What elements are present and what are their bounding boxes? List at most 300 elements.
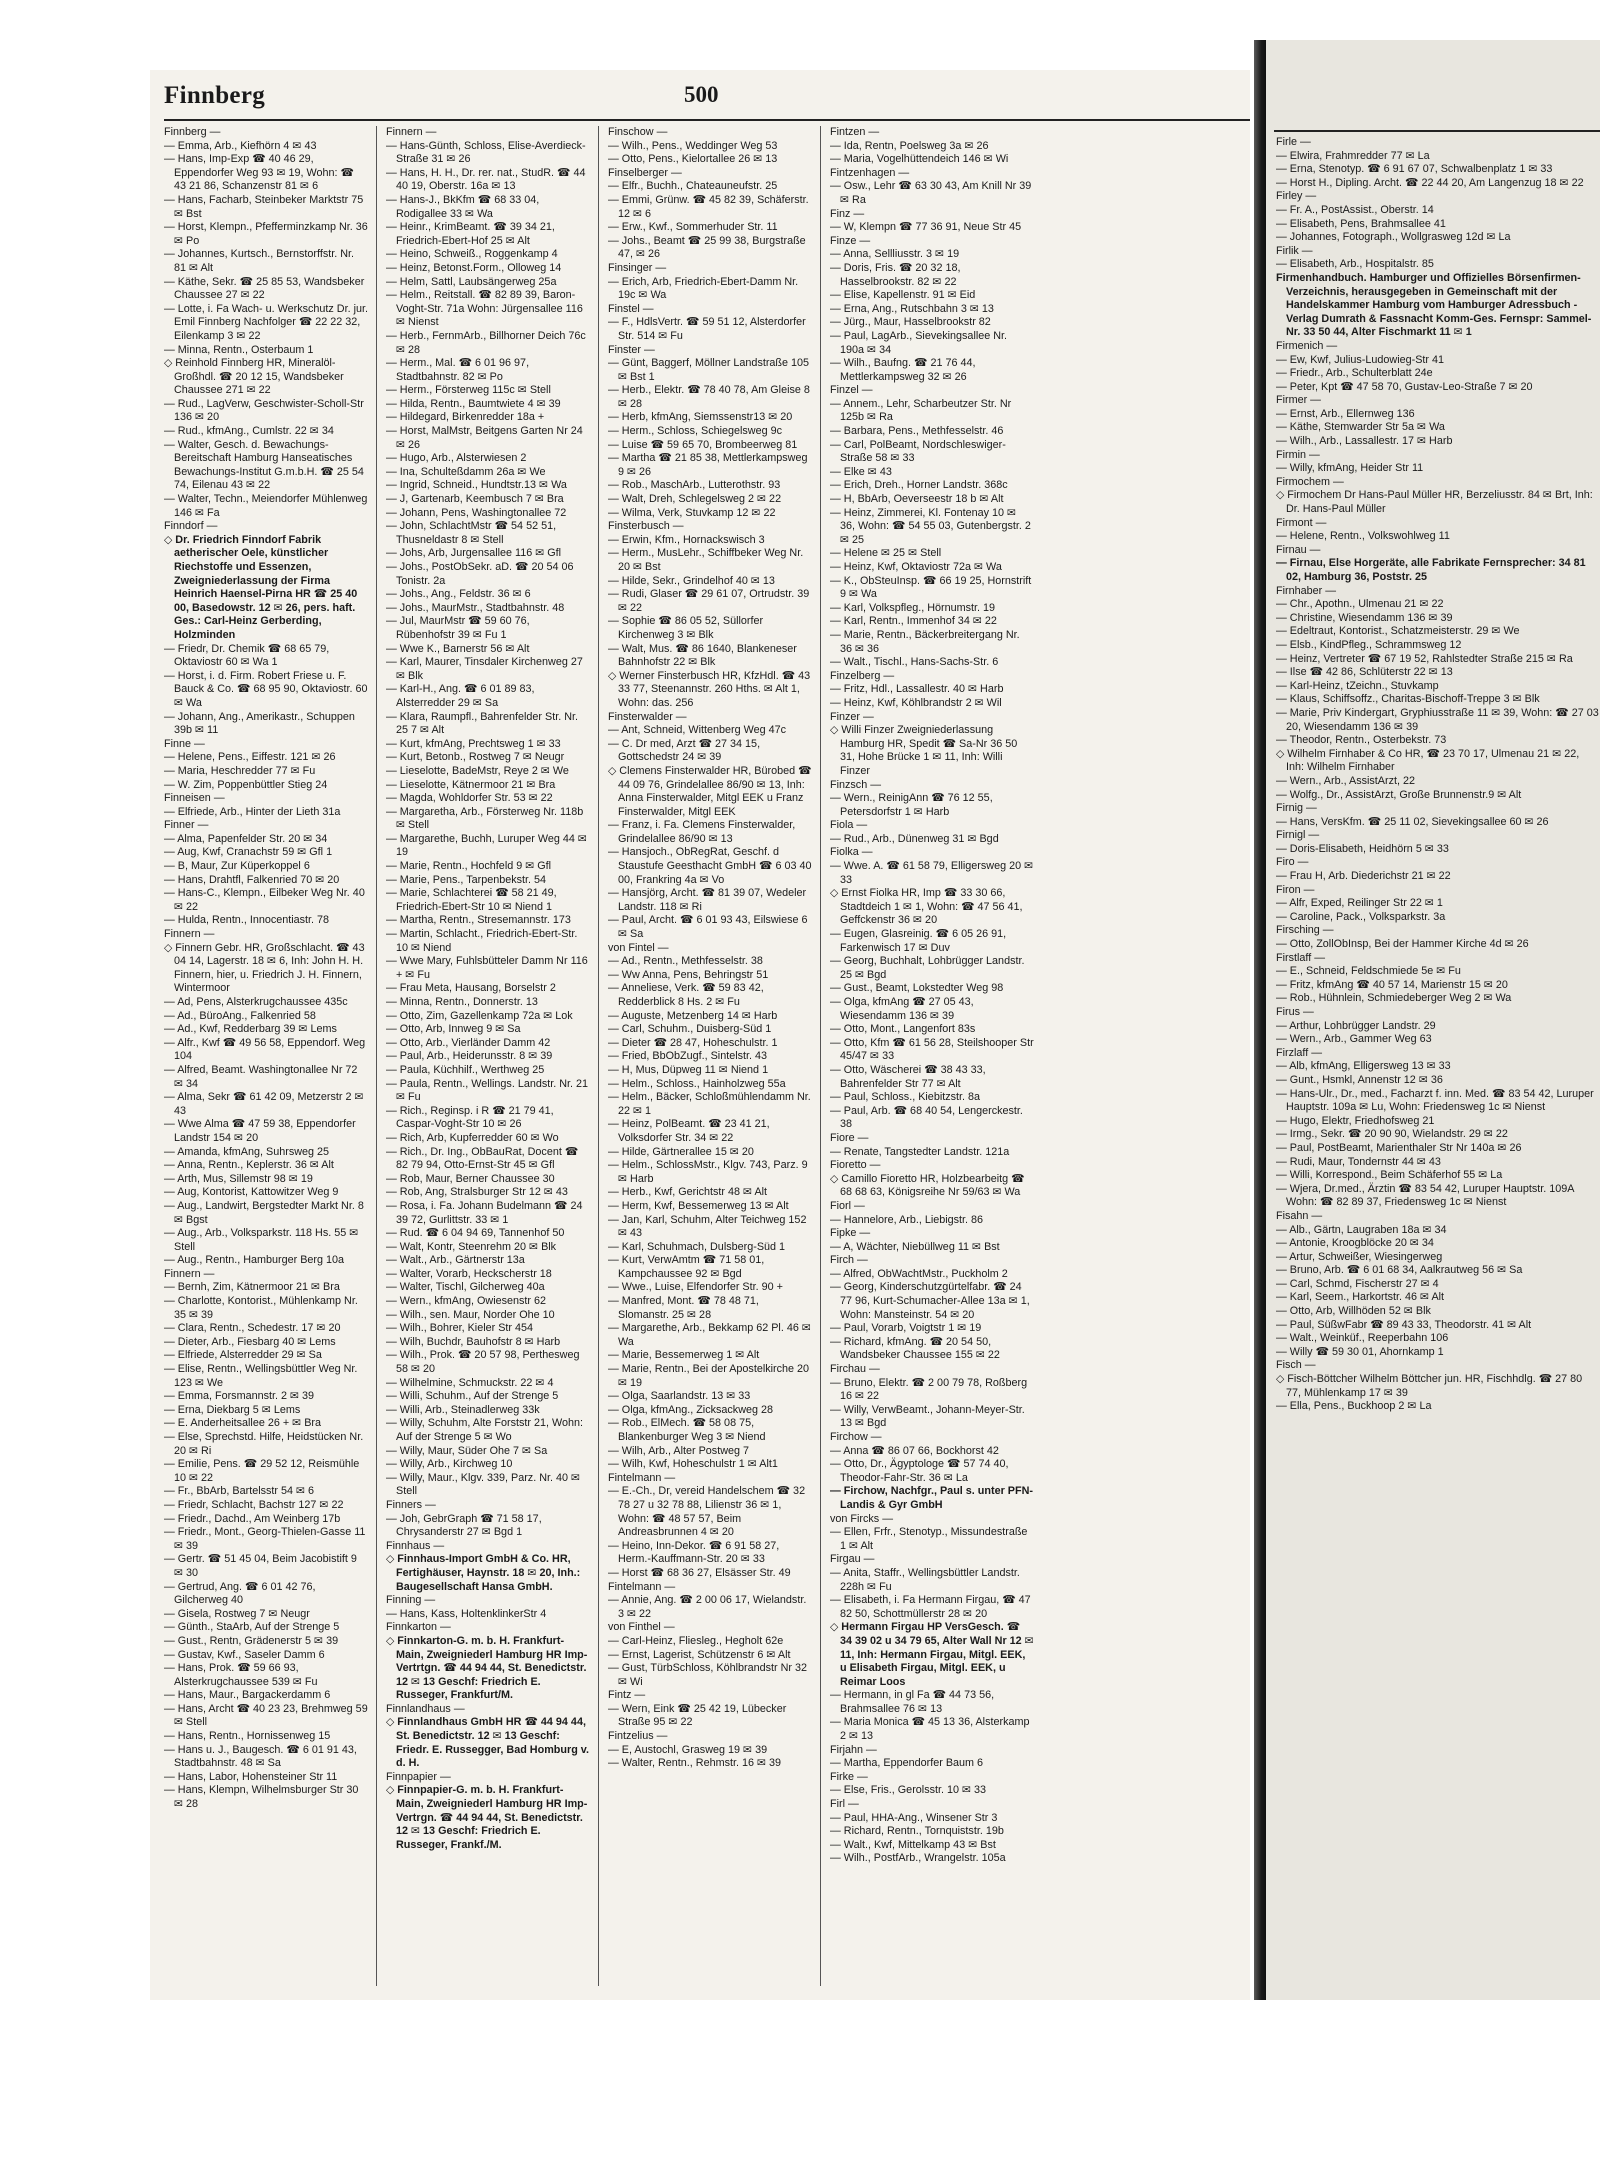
header-rule xyxy=(164,119,1250,121)
directory-entry: — Hans, Prok. ☎ 59 66 93, Alsterkrugchaussee 539 ✉ Fu xyxy=(164,1662,318,1688)
directory-entry: ◇ Willi Finzer Zweigniederlassung Hamburg HR, Spedit ☎ Sa-Nr 36 50 31, Hohe Brücke 1 ✉ 11, Inh: Willi Finzer xyxy=(830,724,1018,777)
directory-entry: — Wolfg., Dr., AssistArzt, Große Brunnenstr.9 ✉ Alt xyxy=(1276,788,1522,801)
directory-entry: — Frau H, Arb. Diederichstr 21 ✉ 22 xyxy=(1276,870,1451,883)
directory-entry: — Walter, Tischl, Gilcherweg 40a xyxy=(386,1281,545,1294)
directory-entry: — Aug., Rentn., Hamburger Berg 10a xyxy=(164,1254,345,1267)
directory-entry: — Klaus, Schiffsoffz., Charitas-Bischoff-Treppe 3 ✉ Blk xyxy=(1276,693,1540,706)
directory-entry: — Hilde, Sekr., Grindelhof 40 ✉ 13 xyxy=(608,574,775,587)
directory-entry: — Hans, Maur., Bargackerdamm 6 xyxy=(164,1689,331,1702)
directory-entry: — Anita, Staffr., Wellingsbüttler Landstr. 228h ✉ Fu xyxy=(830,1566,1020,1593)
directory-entry: — Elisabeth, Arb., Hospitalstr. 85 xyxy=(1276,258,1434,271)
directory-entry: — Walter, Vorarb, Heckscherstr 18 xyxy=(386,1267,552,1280)
directory-entry: — H, Mus, Düpweg 11 ✉ Niend 1 xyxy=(608,1063,769,1076)
directory-entry: Firnig — xyxy=(1276,802,1317,815)
directory-entry: Firmenich — xyxy=(1276,339,1338,352)
directory-entry: Finnkarton — xyxy=(386,1621,451,1634)
directory-entry: — Herm, Kwf, Bessemerweg 13 ✉ Alt xyxy=(608,1199,789,1212)
directory-entry: — Rob, Ang, Stralsburger Str 12 ✉ 43 xyxy=(386,1186,568,1199)
directory-entry: — Karl, Schuhmach, Dulsberg-Süd 1 xyxy=(608,1240,786,1253)
directory-entry: — Kurt, kfmAng, Prechtsweg 1 ✉ 33 xyxy=(386,737,561,750)
directory-entry: — Walt., Kwf, Mittelkamp 43 ✉ Bst xyxy=(830,1838,996,1851)
directory-entry: — Jan, Karl, Schuhm, Alter Teichweg 152 ✉ 43 xyxy=(608,1213,807,1240)
directory-entry: — Sophie ☎ 86 05 52, Süllorfer Kirchenweg 3 ✉ Blk xyxy=(608,615,764,641)
directory-entry: — Ida, Rentn, Poelsweg 3a ✉ 26 xyxy=(830,139,989,152)
directory-entry: — Karl, Seem., Harkortstr. 46 ✉ Alt xyxy=(1276,1291,1445,1304)
directory-entry: Finners — xyxy=(386,1498,436,1511)
directory-entry: — Paul, LagArb., Sievekingsallee Nr. 190a ✉ 34 xyxy=(830,329,1008,356)
directory-entry: — Elisabeth, i. Fa Hermann Firgau, ☎ 47 82 50, Schottmüllerstr 28 ✉ 20 xyxy=(830,1594,1031,1620)
directory-entry: — Otto, Arb, Willhöden 52 ✉ Blk xyxy=(1276,1305,1431,1318)
directory-entry: Firo — xyxy=(1276,856,1309,869)
directory-entry: Finz — xyxy=(830,207,865,220)
directory-entry: — Willy, Maur., Klgv. 339, Parz. Nr. 40 ✉ Stell xyxy=(386,1471,581,1498)
directory-entry: — Rud., LagVerw, Geschwister-Scholl-Str 136 ✉ 20 xyxy=(164,397,364,424)
directory-entry: von Fintel — xyxy=(608,941,669,954)
directory-entry: — Jürg., Maur, Hasselbrookstr 82 xyxy=(830,316,991,329)
directory-entry: — Kurt, Betonb., Rostweg 7 ✉ Neugr xyxy=(386,751,565,764)
directory-entry: — Rob., Hühnlein, Schmiedeberger Weg 2 ✉ Wa xyxy=(1276,992,1512,1005)
directory-entry: — Gust., Beamt, Lokstedter Weg 98 xyxy=(830,982,1004,995)
directory-entry: Finning — xyxy=(386,1594,436,1607)
directory-entry: Finnlandhaus — xyxy=(386,1702,465,1715)
directory-entry: Firon — xyxy=(1276,883,1315,896)
directory-entry: — Heinz, PolBeamt. ☎ 23 41 21, Volksdorfer Str. 34 ✉ 22 xyxy=(608,1118,770,1144)
directory-entry: — Paula, Rentn., Wellings. Landstr. Nr. 21 ✉ Fu xyxy=(386,1077,589,1104)
directory-entry: — Martha ☎ 21 85 38, Mettlerkampsweg 9 ✉ 26 xyxy=(608,452,808,478)
directory-entry: — Erwin, Kfm., Hornackswisch 3 xyxy=(608,533,765,546)
directory-entry: — Carl, Schmd, Fischerstr 27 ✉ 4 xyxy=(1276,1277,1439,1290)
directory-entry: Firmont — xyxy=(1276,516,1327,529)
directory-entry: — Gust., Rentn, Grädenerstr 5 ✉ 39 xyxy=(164,1634,339,1647)
directory-entry: — Annem., Lehr, Scharbeutzer Str. Nr 125b ✉ Ra xyxy=(830,397,1012,424)
directory-entry: — Ant, Schneid, Wittenberg Weg 47c xyxy=(608,724,787,737)
directory-entry: — Gertr. ☎ 51 45 04, Beim Jacobistift 9 ✉ 30 xyxy=(164,1553,357,1579)
directory-entry: — Else, Sprechstd. Hilfe, Heidstücken Nr. 20 ✉ Ri xyxy=(164,1431,364,1457)
directory-entry: — Otto, ZollObInsp, Bei der Hammer Kirche 4d ✉ 26 xyxy=(1276,938,1529,951)
directory-entry: — Osw., Lehr ☎ 63 30 43, Am Knill Nr 39 ✉ Ra xyxy=(830,180,1032,206)
directory-entry: Firley — xyxy=(1276,190,1317,203)
directory-entry: — Heinz, Kwf, Oktaviostr 72a ✉ Wa xyxy=(830,561,1002,573)
directory-entry: — Fritz, Hdl., Lassallestr. 40 ✉ Harb xyxy=(830,683,1004,696)
directory-entry: — Günth., StaArb, Auf der Strenge 5 xyxy=(164,1621,340,1634)
directory-entry: — Johs., PostObSekr. aD. ☎ 20 54 06 Tonistr. 2a xyxy=(386,561,574,587)
directory-entry: — Wern., Arb., AssistArzt, 22 xyxy=(1276,774,1416,787)
directory-entry: — Hans, VersKfm. ☎ 25 11 02, Sievekingsallee 60 ✉ 26 xyxy=(1276,815,1549,828)
directory-entry: — Ww Anna, Pens, Behringstr 51 xyxy=(608,968,769,981)
directory-entry: — Kurt, VerwAmtm ☎ 71 58 01, Kampchaussee 92 ✉ Bgd xyxy=(608,1254,765,1280)
directory-column-1 xyxy=(164,126,368,1986)
directory-entry: Fisch — xyxy=(1276,1359,1316,1372)
directory-entry: ◇ Finnern Gebr. HR, Großschlacht. ☎ 43 04 14, Lagerstr. 18 ✉ 6, Inh: John H. H. Finnern, hier, u. Friedrich J. H. Finnern, Wintermoor xyxy=(164,941,365,995)
directory-entry: — Emmi, Grünw. ☎ 45 82 39, Schäferstr. 12 ✉ 6 xyxy=(608,193,809,220)
directory-entry: — Günt, Baggerf, Möllner Landstraße 105 ✉ Bst 1 xyxy=(608,357,810,383)
directory-entry: Firke — xyxy=(830,1770,868,1783)
directory-entry: — Erna, Stenotyp. ☎ 6 91 67 07, Schwalbenplatz 1 ✉ 33 xyxy=(1276,163,1553,176)
directory-entry: — Arthur, Lohbrügger Landstr. 29 xyxy=(1276,1019,1436,1032)
directory-entry: Finneisen — xyxy=(164,792,225,805)
directory-entry: — Wilh., Arb., Lassallestr. 17 ✉ Harb xyxy=(1276,435,1453,448)
directory-entry: — Paul, Schloss., Kiebitzstr. 8a xyxy=(830,1091,981,1104)
directory-entry: — Frau Meta, Hausang, Borselstr 2 xyxy=(386,982,556,995)
directory-entry: — Ew, Kwf, Julius-Ludowieg-Str 41 xyxy=(1276,353,1445,366)
directory-entry: — Walter, Techn., Meiendorfer Mühlenweg 146 ✉ Fa xyxy=(164,493,368,519)
directory-entry: — Maria, Heschredder 77 ✉ Fu xyxy=(164,764,316,777)
directory-entry: Firsching — xyxy=(1276,924,1334,937)
directory-entry: Firlik — xyxy=(1276,244,1313,257)
directory-entry: — Emma, Arb., Kiefhörn 4 ✉ 43 xyxy=(164,139,317,152)
directory-entry: — Wwe., Luise, Elfendorfer Str. 90 + xyxy=(608,1281,783,1294)
directory-entry: Finstel — xyxy=(608,302,654,315)
directory-entry: — Rob., MaschArb., Lutterothstr. 93 xyxy=(608,479,781,492)
directory-entry: — Wilh., Prok. ☎ 20 57 98, Perthesweg 58 ✉ 20 xyxy=(386,1349,580,1376)
directory-entry: — Alma, Papenfelder Str. 20 ✉ 34 xyxy=(164,832,328,845)
directory-entry: Firchow — xyxy=(830,1431,882,1443)
directory-entry: — Helm., Schloss., Hainholzweg 55a xyxy=(608,1077,786,1090)
directory-entry: — Marie, Pens., Tarpenbekstr. 54 xyxy=(386,873,547,886)
directory-entry: — W, Klempn ☎ 77 36 91, Neue Str 45 xyxy=(830,221,1022,234)
column-divider xyxy=(376,126,377,1986)
directory-entry: ◇ Reinhold Finnberg HR, Mineralöl-Großhdl. ☎ 20 12 15, Wandsbeker Chaussee 271 ✉ 22 xyxy=(164,357,344,397)
directory-entry: — Elsb., KindPfleg., Schrammsweg 12 xyxy=(1276,638,1462,651)
directory-entry: Fiola — xyxy=(830,819,868,832)
directory-entry: — Erna, Diekbarg 5 ✉ Lems xyxy=(164,1403,301,1416)
directory-entry: Finnberg — xyxy=(164,126,221,138)
directory-entry: — Willi, Schuhm., Auf der Strenge 5 xyxy=(386,1390,559,1403)
directory-entry: ◇ Finnlandhaus GmbH HR ☎ 44 94 44, St. Benedictstr. 12 ✉ 13 Geschf: Friedr. E. Russegger, Bad Homburg v. d. H. xyxy=(386,1716,589,1770)
directory-entry: Finzelberg — xyxy=(830,669,895,682)
directory-entry: — Firnau, Else Horgeräte, alle Fabrikate Fernsprecher: 34 81 02, Hamburg 36, Poststr. 25 xyxy=(1276,557,1586,583)
directory-entry: ◇ Finnkarton-G. m. b. H. Frankfurt-Main, Zweigniederl Hamburg HR Imp-Vertrtgn. ☎ 44 94 44, St. Benedictstr. 12 ✉ 13 Geschf: Friedrich E. Russeger, Frankfurt/M. xyxy=(386,1634,588,1702)
directory-entry: — Friedr., Arb., Schulterblatt 24e xyxy=(1276,367,1433,380)
directory-entry: — Franz, i. Fa. Clemens Finsterwalder, Grindelallee 86/90 ✉ 13 xyxy=(608,819,796,845)
directory-entry: — Hans, Klempn, Wilhelmsburger Str 30 ✉ 28 xyxy=(164,1784,359,1811)
directory-entry: Fisahn — xyxy=(1276,1209,1323,1222)
directory-entry: — Hans, Kass, HoltenklinkerStr 4 xyxy=(386,1607,547,1620)
directory-entry: — Willi, Arb., Steinadlerweg 33k xyxy=(386,1403,540,1416)
directory-entry: — Hans, Labor, Hohensteiner Str 11 xyxy=(164,1770,338,1783)
column-divider xyxy=(598,126,599,1986)
directory-entry: — Ad., Rentn., Methfesselstr. 38 xyxy=(608,955,763,968)
directory-entry: — Johs., Ang., Feldstr. 36 ✉ 6 xyxy=(386,588,531,601)
directory-entry: — Ernst, Lagerist, Schützenstr 6 ✉ Alt xyxy=(608,1648,791,1661)
directory-entry: — Olga, kfmAng., Zicksackweg 28 xyxy=(608,1403,774,1416)
directory-entry: ◇ Ernst Fiolka HR, Imp ☎ 33 30 66, Stadtdeich 1 ✉ 1, Wohn: ☎ 47 56 41, Geffckenstr 36 ✉ 20 xyxy=(830,887,1023,927)
directory-entry: — Wwe. A. ☎ 61 58 79, Elligersweg 20 ✉ 33 xyxy=(830,860,1034,886)
directory-entry: Finnpapier — xyxy=(386,1770,451,1783)
directory-entry: — Otto, Wäscherei ☎ 38 43 33, Bahrenfelder Str 77 ✉ Alt xyxy=(830,1063,986,1090)
directory-entry: — Eugen, Glasreinig. ☎ 6 05 26 91, Farkenwisch 17 ✉ Duv xyxy=(830,928,1007,954)
directory-entry: — Paul, Vorarb, Voigtstr 1 ✉ 19 xyxy=(830,1322,982,1335)
directory-entry: — Emma, Forsmannstr. 2 ✉ 39 xyxy=(164,1390,315,1403)
directory-entry: Finne — xyxy=(164,737,205,750)
directory-entry: — Herb., Elektr. ☎ 78 40 78, Am Gleise 8 ✉ 28 xyxy=(608,384,810,410)
directory-entry: — Christine, Wiesendamm 136 ✉ 39 xyxy=(1276,611,1453,624)
directory-entry: Firmochem — xyxy=(1276,475,1344,488)
directory-entry: — Paul, Arb. ☎ 68 40 54, Lengerckestr. 38 xyxy=(830,1104,1023,1131)
directory-entry: — Wwe K., Barnerstr 56 ✉ Alt xyxy=(386,642,530,655)
directory-entry: — Gisela, Rostweg 7 ✉ Neugr xyxy=(164,1607,310,1620)
directory-entry: — A, Wächter, Niebüllweg 11 ✉ Bst xyxy=(830,1240,1000,1253)
directory-entry: — Hans-C., Klempn., Eilbeker Weg Nr. 40 ✉ 22 xyxy=(164,887,365,913)
directory-entry: — Helm., SchlossMstr., Klgv. 743, Parz. 9 ✉ Harb xyxy=(608,1159,808,1185)
directory-entry: Firchau — xyxy=(830,1363,880,1376)
directory-entry: — Elisabeth, Pens, Brahmsallee 41 xyxy=(1276,217,1446,230)
directory-entry: — Gustav, Kwf., Saseler Damm 6 xyxy=(164,1648,325,1661)
directory-entry: — Peter, Kpt ☎ 47 58 70, Gustav-Leo-Straße 7 ✉ 20 xyxy=(1276,380,1533,393)
directory-entry: — Bruno, Arb. ☎ 6 01 68 34, Aalkrautweg 56 ✉ Sa xyxy=(1276,1264,1523,1277)
directory-entry: ◇ Wilhelm Firnhaber & Co HR, ☎ 23 70 17, Ulmenau 21 ✉ 22, Inh: Wilhelm Firnhaber xyxy=(1276,747,1580,774)
directory-entry: — Erna, Ang., Rutschbahn 3 ✉ 13 xyxy=(830,302,994,315)
directory-entry: ◇ Fisch-Böttcher Wilhelm Böttcher jun. HR, Fischhdlg. ☎ 27 80 77, Mühlenkamp 17 ✉ 39 xyxy=(1276,1373,1583,1399)
directory-entry: Fintzenhagen — xyxy=(830,166,910,179)
directory-entry: — Richard, kfmAng. ☎ 20 54 50, Wandsbeker Chaussee 155 ✉ 22 xyxy=(830,1335,1000,1362)
directory-entry: — Hans-Günth, Schloss, Elise-Averdieck-Straße 31 ✉ 26 xyxy=(386,139,586,166)
directory-entry: Firus — xyxy=(1276,1006,1314,1018)
directory-entry: — F., HdlsVertr. ☎ 59 51 12, Alsterdorfer Str. 514 ✉ Fu xyxy=(608,316,806,342)
directory-entry: — Karl, Volkspfleg., Hörnumstr. 19 xyxy=(830,601,996,614)
directory-entry: — Rudi, Glaser ☎ 29 61 07, Ortrudstr. 39 ✉ 22 xyxy=(608,588,810,614)
directory-entry: — Hans, H. H., Dr. rer. nat., StudR. ☎ 44 40 19, Oberstr. 16a ✉ 13 xyxy=(386,166,586,193)
directory-entry: Firzlaff — xyxy=(1276,1046,1322,1059)
directory-entry: — Marie, Schlachterei ☎ 58 21 49, Friedrich-Ebert-Str 10 ✉ Niend 1 xyxy=(386,887,557,913)
directory-entry: — Hans-Ulr., Dr., med., Facharzt f. inn. Med. ☎ 83 54 42, Luruper Hauptstr. 109a ✉ Lu, Wohn: Friedensweg 1c ✉ Nienst xyxy=(1276,1087,1594,1114)
directory-entry: — Otto, Dr., Ägyptologe ☎ 57 74 40, Theodor-Fahr-Str. 36 ✉ La xyxy=(830,1458,1009,1484)
directory-entry: — Hans, Archt ☎ 40 23 23, Brehmweg 59 ✉ Stell xyxy=(164,1702,368,1729)
directory-entry: — Horst, Klempn., Pfefferminzkamp Nr. 36 ✉ Po xyxy=(164,221,368,247)
directory-entry: — Ingrid, Schneid., Hundtstr.13 ✉ Wa xyxy=(386,479,567,492)
directory-entry: — Paul, PostBeamt, Marienthaler Str Nr 140a ✉ 26 xyxy=(1276,1141,1522,1154)
directory-entry: — Emilie, Pens. ☎ 29 52 12, Reismühle 10 ✉ 22 xyxy=(164,1458,360,1484)
directory-entry: — Helm., Bäcker, Schloßmühlendamm Nr. 22 ✉ 1 xyxy=(608,1091,811,1117)
directory-entry: — Helene, Pens., Eiffestr. 121 ✉ 26 xyxy=(164,751,336,764)
directory-entry: — Wwe Alma ☎ 47 59 38, Eppendorfer Landstr 154 ✉ 20 xyxy=(164,1118,356,1144)
directory-entry: — Johs., MaurMstr., Stadtbahnstr. 48 xyxy=(386,601,565,614)
directory-entry: — Willy ☎ 59 30 01, Ahornkamp 1 xyxy=(1276,1345,1444,1358)
directory-entry: — Alfred, ObWachtMstr., Puckholm 2 xyxy=(830,1267,1008,1280)
directory-entry: — Chr., Apothn., Ulmenau 21 ✉ 22 xyxy=(1276,598,1444,611)
directory-entry: — Dieter ☎ 28 47, Hoheschulstr. 1 xyxy=(608,1036,778,1049)
directory-entry: — Alfred, Beamt. Washingtonallee Nr 72 ✉ 34 xyxy=(164,1063,358,1090)
directory-entry: von Fircks — xyxy=(830,1512,893,1525)
directory-entry: — Otto, Arb, Innweg 9 ✉ Sa xyxy=(386,1023,521,1036)
directory-entry: — Helene, Rentn., Volkswohlweg 11 xyxy=(1276,530,1450,543)
directory-entry: Firch — xyxy=(830,1254,868,1267)
directory-entry: ◇ Dr. Friedrich Finndorf Fabrik aetherischer Oele, künstlicher Riechstoffe und Essenzen, Zweigniederlassung der Firma Heinrich Haensel-Pirna HR ☎ 25 40 00, Basedowstr. 12 ✉ 26, pers. haft. Ges.: Carl-Heinz Gerberding, Holzminden xyxy=(164,533,358,641)
directory-entry: — Heinz, Betonst.Form., Olloweg 14 xyxy=(386,261,562,274)
directory-entry: — John, SchlachtMstr ☎ 54 52 51, Thusneldastr 8 ✉ Stell xyxy=(386,520,557,546)
directory-entry: — Hans u. J., Baugesch. ☎ 6 01 91 43, Stadtbahnstr. 48 ✉ Sa xyxy=(164,1743,357,1770)
directory-entry: — Hansjörg, Archt. ☎ 81 39 07, Wedeler Landstr. 118 ✉ Ri xyxy=(608,887,807,913)
directory-entry: — Rudi, Maur, Tondernstr 44 ✉ 43 xyxy=(1276,1155,1441,1168)
directory-entry: — E., Schneid, Feldschmiede 5e ✉ Fu xyxy=(1276,965,1461,978)
directory-entry: — Friedr, Schlacht, Bachstr 127 ✉ 22 xyxy=(164,1498,344,1511)
directory-entry: — Karl-Heinz, tZeichn., Stuvkamp xyxy=(1276,679,1439,692)
directory-entry: — Margarethe, Arb., Bekkamp 62 Pl. 46 ✉ Wa xyxy=(608,1322,811,1348)
directory-entry: — Hans, Facharb, Steinbeker Marktstr 75 ✉ Bst xyxy=(164,193,364,220)
directory-entry: — Wilh, Kwf, Hoheschulstr 1 ✉ Alt1 xyxy=(608,1458,778,1471)
directory-entry: — Käthe, Sekr. ☎ 25 85 53, Wandsbeker Chaussee 27 ✉ 22 xyxy=(164,275,365,302)
directory-entry: Finnern — xyxy=(164,928,215,941)
directory-entry: — Walt., Tischl., Hans-Sachs-Str. 6 xyxy=(830,656,999,669)
directory-entry: — Erw., Kwf., Sommerhuder Str. 11 xyxy=(608,221,778,234)
directory-entry: — Horst, MalMstr, Beitgens Garten Nr 24 ✉ 26 xyxy=(386,425,583,451)
directory-entry: — Marie, Rentn., Bei der Apostelkirche 20 ✉ 19 xyxy=(608,1363,810,1389)
directory-column-5 xyxy=(1276,136,1600,1966)
directory-entry: — Helm., Reitstall. ☎ 82 89 39, Baron-Voght-Str. 71a Wohn: Jürgensallee 116 ✉ Nienst xyxy=(386,289,583,329)
directory-entry: Finschow — xyxy=(608,126,668,138)
directory-entry: — Rich., Reginsp. i R ☎ 21 79 41, Caspar-Voght-Str 10 ✉ 26 xyxy=(386,1104,554,1131)
directory-entry: von Finthel — xyxy=(608,1621,675,1634)
directory-entry: Firmer — xyxy=(1276,394,1321,407)
directory-entry: — Gunt., Hsmkl, Annenstr 12 ✉ 36 xyxy=(1276,1073,1443,1086)
directory-entry: Finzsch — xyxy=(830,778,881,791)
directory-entry: — Heinz, Vertreter ☎ 67 19 52, Rahlstedter Straße 215 ✉ Ra xyxy=(1276,652,1573,665)
directory-entry: — Horst H., Dipling. Archt. ☎ 22 44 20, Am Langenzug 18 ✉ 22 xyxy=(1276,176,1584,189)
directory-entry: — Ella, Pens., Buckhoop 2 ✉ La xyxy=(1276,1400,1432,1413)
directory-entry: — Paul, Arb., Heiderunsstr. 8 ✉ 39 xyxy=(386,1050,553,1063)
directory-entry: — Margarethe, Buchh, Luruper Weg 44 ✉ 19 xyxy=(386,832,587,859)
directory-entry: — Herm., MusLehr., Schiffbeker Weg Nr. 20 ✉ Bst xyxy=(608,547,804,573)
directory-entry: — Wwe Mary, Fuhlsbütteler Damm Nr 116 + ✉ Fu xyxy=(386,955,588,981)
directory-entry: — Friedr., Dachd., Am Weinberg 17b xyxy=(164,1512,341,1525)
directory-entry: — Gust, TürbSchloss, Köhlbrandstr Nr 32 ✉ Wi xyxy=(608,1662,808,1688)
page-number: 500 xyxy=(684,82,719,107)
directory-entry: — Artur, Schweißer, Wiesingerweg xyxy=(1276,1250,1443,1263)
directory-entry: — Rosa, i. Fa. Johann Budelmann ☎ 24 39 72, Gurlittstr. 33 ✉ 1 xyxy=(386,1199,583,1226)
directory-entry: — Wilh, Buchdr, Bauhofstr 8 ✉ Harb xyxy=(386,1335,561,1348)
directory-entry: — Carl, PolBeamt, Nordschleswiger-Straße 58 ✉ 33 xyxy=(830,438,1006,465)
directory-entry: — Anna, Rentn., Keplerstr. 36 ✉ Alt xyxy=(164,1159,334,1172)
directory-entry: Firjahn — xyxy=(830,1743,877,1756)
directory-entry: — Wilhelmine, Schmuckstr. 22 ✉ 4 xyxy=(386,1376,554,1389)
directory-entry: — Herb, kfmAng, Siemssenstr13 ✉ 20 xyxy=(608,411,793,424)
directory-entry: Fiore — xyxy=(830,1131,869,1144)
directory-entry: — Bernh, Zim, Kätnermoor 21 ✉ Bra xyxy=(164,1281,340,1294)
directory-entry: Firgau — xyxy=(830,1553,875,1566)
directory-entry: — Doris, Fris. ☎ 20 32 18, Hasselbrookstr. 82 ✉ 22 xyxy=(830,261,961,288)
directory-entry: Firnau — xyxy=(1276,543,1321,556)
directory-entry: — Rud. ☎ 6 04 94 69, Tannenhof 50 xyxy=(386,1227,565,1240)
directory-entry: Fiolka — xyxy=(830,846,873,859)
directory-entry: — Else, Fris., Gerolsstr. 10 ✉ 33 xyxy=(830,1784,987,1797)
directory-entry: Finndorf — xyxy=(164,520,218,533)
directory-entry: — Karl, Maurer, Tinsdaler Kirchenweg 27 ✉ Blk xyxy=(386,656,583,682)
directory-entry: — Marie, Rentn., Hochfeld 9 ✉ Gfl xyxy=(386,860,552,873)
directory-entry: Fioretto — xyxy=(830,1159,881,1172)
directory-entry: — Walt., Arb., Gärtnerstr 13a xyxy=(386,1254,525,1267)
directory-entry: — Fr. A., PostAssist., Oberstr. 14 xyxy=(1276,203,1434,216)
directory-entry: — W. Zim, Poppenbüttler Stieg 24 xyxy=(164,778,328,791)
directory-entry: — Anna ☎ 86 07 66, Bockhorst 42 xyxy=(830,1444,999,1457)
directory-entry: — Magda, Wohldorfer Str. 53 ✉ 22 xyxy=(386,792,553,805)
directory-entry: — K., ObSteuInsp. ☎ 66 19 25, Hornstrift 9 ✉ Wa xyxy=(830,574,1032,601)
directory-entry: — Johann, Pens, Washingtonallee 72 xyxy=(386,506,567,519)
directory-entry: — Minna, Rentn., Donnerstr. 13 xyxy=(386,996,538,1008)
directory-entry: — Herb., FernmArb., Billhorner Deich 76c ✉ 28 xyxy=(386,329,586,356)
directory-entry: Firmin — xyxy=(1276,448,1320,461)
directory-entry: — Ad., BüroAng., Falkenried 58 xyxy=(164,1009,316,1022)
directory-entry: Fipke — xyxy=(830,1227,871,1240)
directory-entry: — C. Dr med, Arzt ☎ 27 34 15, Gottschedstr 24 ✉ 39 xyxy=(608,737,761,764)
directory-entry: — Wern., ReinigAnn ☎ 76 12 55, Petersdorfstr 1 ✉ Harb xyxy=(830,792,993,818)
directory-entry: — Heinz, Zimmerei, Kl. Fontenay 10 ✉ 36, Wohn: ☎ 54 55 03, Gutenbergstr. 2 ✉ 25 xyxy=(830,506,1031,546)
directory-entry: — Charlotte, Kontorist., Mühlenkamp Nr. 35 ✉ 39 xyxy=(164,1295,358,1321)
next-page xyxy=(1266,40,1600,2000)
directory-entry: ◇ Camillo Fioretto HR, Holzbearbeitg ☎ 68 68 63, Königsreihe Nr 59/63 ✉ Wa xyxy=(830,1172,1025,1199)
directory-entry: — Walt, Mus. ☎ 86 1640, Blankeneser Bahnhofstr 22 ✉ Blk xyxy=(608,642,797,669)
directory-entry: — Walt, Dreh, Schlegelsweg 2 ✉ 22 xyxy=(608,493,782,506)
directory-entry: — Elise, Rentn., Wellingsbüttler Weg Nr. 123 ✉ We xyxy=(164,1363,358,1389)
directory-entry: Finnhaus — xyxy=(386,1539,445,1552)
directory-entry: — Heinr., KrimBeamt. ☎ 39 34 21, Friedrich-Ebert-Hof 25 ✉ Alt xyxy=(386,221,555,247)
directory-entry: — Arth, Mus, Sillemstr 98 ✉ 19 xyxy=(164,1172,313,1185)
directory-entry: Fintz — xyxy=(608,1689,646,1702)
directory-entry: — Otto, Arb., Vierländer Damm 42 xyxy=(386,1036,551,1049)
directory-entry: — Hugo, Elektr, Friedhofsweg 21 xyxy=(1276,1114,1435,1127)
directory-entry: — Doris-Elisabeth, Heidhörn 5 ✉ 33 xyxy=(1276,842,1449,855)
column-divider xyxy=(820,126,821,1986)
directory-entry: Fiorl — xyxy=(830,1199,865,1212)
directory-entry: — Elke ✉ 43 xyxy=(830,465,892,478)
directory-entry: — Friedr, Dr. Chemik ☎ 68 65 79, Oktaviostr 60 ✉ Wa 1 xyxy=(164,642,330,669)
directory-entry: — Hulda, Rentn., Innocentiastr. 78 xyxy=(164,914,330,927)
directory-entry: — Herm., Försterweg 115c ✉ Stell xyxy=(386,384,551,397)
directory-entry: ◇ Hermann Firgau HP VersGesch. ☎ 34 39 02 u 34 79 65, Alter Wall Nr 12 ✉ 11, Inh: Hermann Firgau, Mitgl. EEK, u Elisabeth Firgau, Mitgl. EEK, u Reimar Loos xyxy=(830,1621,1034,1688)
directory-entry: — Irmg., Sekr. ☎ 20 90 90, Wielandstr. 29 ✉ 22 xyxy=(1276,1128,1508,1141)
directory-entry: — Erich, Arb, Friedrich-Ebert-Damm Nr. 19c ✉ Wa xyxy=(608,275,799,302)
directory-entry: — Walt, Kontr, Steenrehm 20 ✉ Blk xyxy=(386,1240,557,1253)
scan-margin xyxy=(0,0,18,2177)
directory-entry: — Aug., Landwirt, Bergstedter Markt Nr. 8 ✉ Bgst xyxy=(164,1199,364,1226)
directory-entry: — Hans, Imp-Exp ☎ 40 46 29, Eppendorfer Weg 93 ✉ 19, Wohn: ☎ 43 21 86, Schanzenstr 81 ✉ 6 xyxy=(164,153,354,193)
directory-entry: — Helm, Sattl, Laubsängerweg 25a xyxy=(386,275,557,288)
directory-entry: — Ina, Schulteßdamm 26a ✉ We xyxy=(386,465,546,478)
directory-entry: — Elwira, Frahmredder 77 ✉ La xyxy=(1276,149,1430,162)
running-head: Finnberg xyxy=(164,82,266,109)
page-header xyxy=(164,82,1250,116)
directory-entry: Finster — xyxy=(608,343,655,356)
directory-entry: — Ellen, Frfr., Stenotyp., Missundestraße 1 ✉ Alt xyxy=(830,1526,1028,1552)
directory-entry: — Annie, Ang. ☎ 2 00 06 17, Wielandstr. 3 ✉ 22 xyxy=(608,1594,807,1620)
directory-entry: ◇ Clemens Finsterwalder HR, Bürobed ☎ 44 09 76, Grindelallee 86/90 ✉ 13, Inh: Anna Finsterwalder, Mitgl EEK u Franz Finsterwalder, Mitgl EEK xyxy=(608,764,812,818)
directory-entry: — Georg, Buchhalt, Lohbrügger Landstr. 25 ✉ Bgd xyxy=(830,955,1025,981)
directory-entry: — E.-Ch., Dr, vereid Handelschem ☎ 32 78 27 u 32 78 88, Lilienstr 36 ✉ 1, Wohn: ☎ 48 57 57, Beim Andreasbrunnen 4 ✉ 20 xyxy=(608,1485,806,1539)
directory-entry: — Martha, Eppendorfer Baum 6 xyxy=(830,1757,984,1770)
directory-entry: — Willy, kfmAng, Heider Str 11 xyxy=(1276,462,1424,475)
directory-entry: — Elfriede, Arb., Hinter der Lieth 31a xyxy=(164,805,341,818)
directory-entry: — Paul, HHA-Ang., Winsener Str 3 xyxy=(830,1811,998,1824)
directory-entry: — Paula, Küchhilf., Werthweg 25 xyxy=(386,1063,545,1076)
directory-entry: — Minna, Rentn., Osterbaum 1 xyxy=(164,343,314,356)
directory-entry: — Carl, Schuhm., Duisberg-Süd 1 xyxy=(608,1023,772,1036)
directory-entry: — Heinz, Kwf, Köhlbrandstr 2 ✉ Wil xyxy=(830,696,1002,709)
directory-entry: — Alma, Sekr ☎ 61 42 09, Metzerstr 2 ✉ 43 xyxy=(164,1091,364,1117)
directory-entry: — Lotte, i. Fa Wach- u. Werkschutz Dr. jur. Emil Finnberg Nachfolger ☎ 22 22 32, Eilenkamp 3 ✉ 22 xyxy=(164,302,368,342)
directory-entry: — Klara, Raumpfl., Bahrenfelder Str. Nr. 25 7 ✉ Alt xyxy=(386,710,579,737)
directory-entry: — Otto, Zim, Gazellenkamp 72a ✉ Lok xyxy=(386,1009,573,1022)
directory-entry: Finsinger — xyxy=(608,261,667,274)
directory-entry: — Herb., Kwf, Gerichtstr 48 ✉ Alt xyxy=(608,1186,768,1199)
directory-entry: — Otto, Pens., Kielortallee 26 ✉ 13 xyxy=(608,153,778,166)
directory-entry: — Herm., Mal. ☎ 6 01 96 97, Stadtbahnstr. 82 ✉ Po xyxy=(386,357,530,383)
directory-column-2 xyxy=(386,126,590,1986)
directory-entry: — Joh, GebrGraph ☎ 71 58 17, Chrysanderstr 27 ✉ Bgd 1 xyxy=(386,1512,542,1539)
directory-entry: — Wilma, Verk, Stuvkamp 12 ✉ 22 xyxy=(608,506,776,519)
directory-entry: — Ernst, Arb., Ellernweg 136 xyxy=(1276,407,1415,420)
directory-entry: — Caroline, Pack., Volksparkstr. 3a xyxy=(1276,910,1446,923)
directory-entry: Firmenhandbuch. Hamburger und Offizielles Börsenfirmen-Verzeichnis, herausgegeben in Gemeinschaft mit der Handelskammer Hamburg vom Hamburger Adressbuch - Verlag Dumrath & Fassnacht Komm-Ges. Fernspr: Sammel-Nr. 33 50 44, Alter Fischmarkt 11 ✉ 1 xyxy=(1276,271,1592,339)
directory-entry: — Clara, Rentn., Schedestr. 17 ✉ 20 xyxy=(164,1322,341,1335)
